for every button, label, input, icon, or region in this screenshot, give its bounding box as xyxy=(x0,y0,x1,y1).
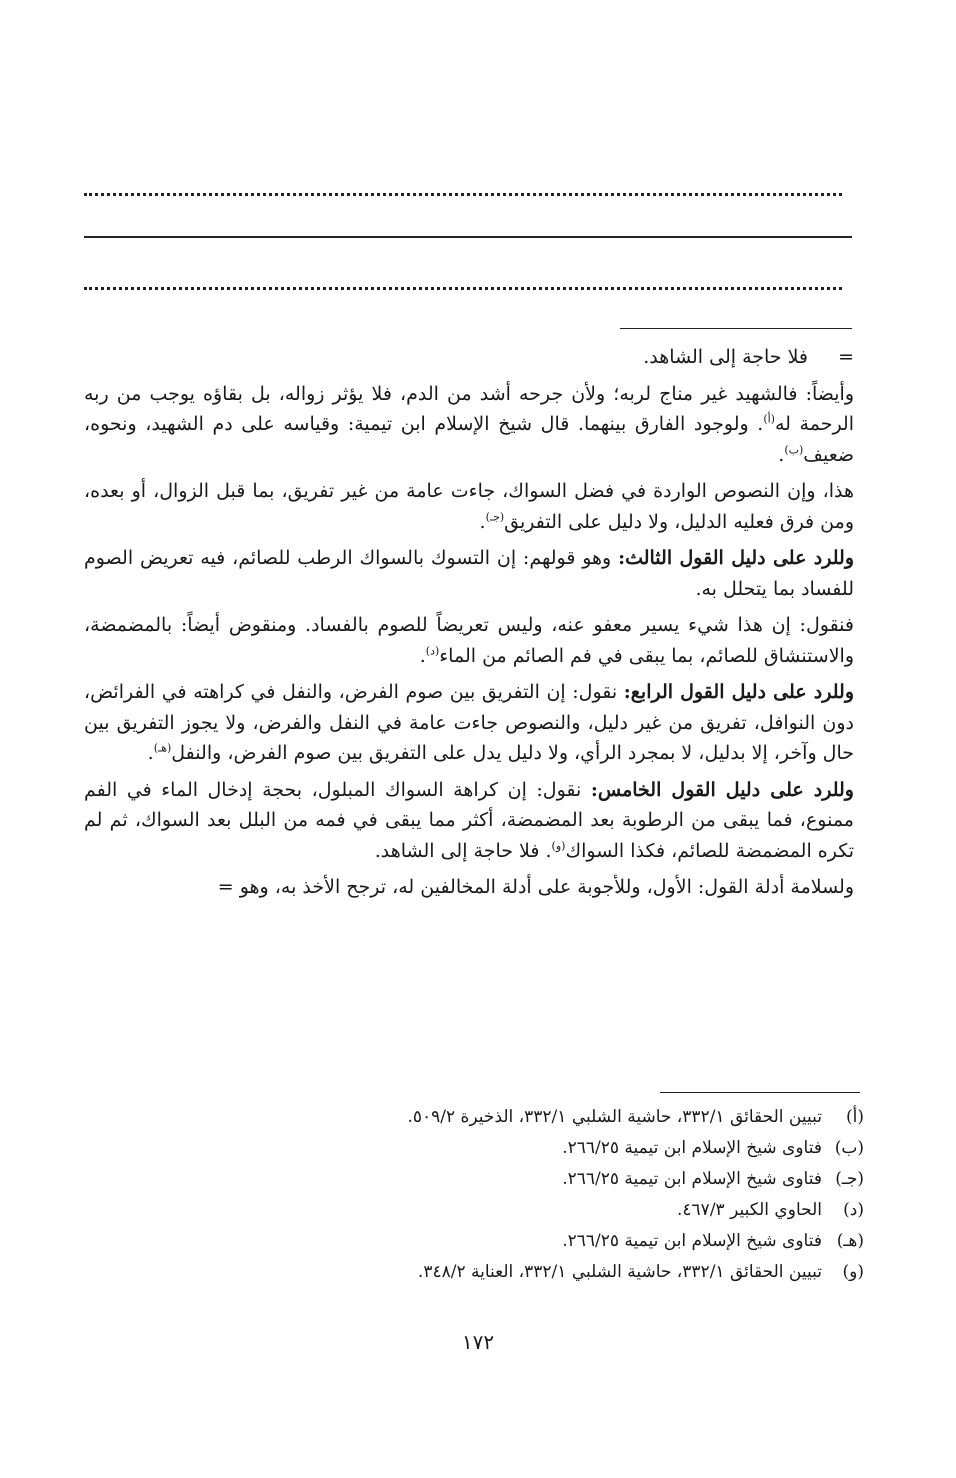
dotted-line-top xyxy=(84,193,842,196)
paragraph-text-end: . فلا حاجة إلى الشاهد. xyxy=(374,839,552,862)
paragraph-text: وهو قولهم: إن التسوك بالسواك الرطب للصائم، فيه تعريض الصوم للفساد بما يتحلل به. xyxy=(84,547,854,600)
footnote-text: تبيين الحقائق ٣٣٢/١، حاشية الشلبي ٣٣٢/١، العناية ٣٤٨/٢. xyxy=(417,1262,822,1282)
footnote-key: (هـ) xyxy=(836,1231,864,1251)
footnote-item xyxy=(164,1257,864,1288)
footnote-ref-b[interactable]: (ب) xyxy=(784,443,804,457)
paragraph-4 xyxy=(84,543,854,604)
paragraph-8 xyxy=(84,872,854,903)
paragraph-text-cont: . ولوجود الفارق بينهما. قال شيخ الإسلام ابن تيمية: وقياسه على دم الشهيد، ونحوه، ضعيف xyxy=(84,413,854,466)
footnote-key: (و) xyxy=(842,1262,864,1282)
paragraph-heading: وللرد على دليل القول الرابع: xyxy=(623,681,854,703)
footnote-ref-d[interactable]: (د) xyxy=(425,644,440,658)
footnote-key: (ب) xyxy=(834,1138,864,1158)
footnote-text: فتاوى شيخ الإسلام ابن تيمية ٢٦٦/٢٥. xyxy=(562,1138,822,1158)
paragraph-7 xyxy=(84,775,854,867)
footnote-separator xyxy=(660,1092,860,1093)
paragraph-text: وأيضاً: فالشهيد غير مناج لربه؛ ولأن جرحه أشد من الدم، فلا يؤثر زواله، بل بقاؤه يوجب من ربه الرحمة له xyxy=(84,382,854,435)
footnotes-list xyxy=(164,1102,864,1288)
paragraph-6 xyxy=(84,677,854,769)
paragraph-text: فنقول: إن هذا شيء يسير معفو عنه، وليس تعريضاً للصوم بالفساد. ومنقوض أيضاً: بالمضمضة، والاستنشاق للصائم، بما يبقى في فم الصائم من الماء xyxy=(84,614,854,667)
footnote-ref-j[interactable]: (جـ) xyxy=(485,510,505,524)
continuation-mark: = xyxy=(838,346,854,368)
footnote-text: فتاوى شيخ الإسلام ابن تيمية ٢٦٦/٢٥. xyxy=(562,1169,822,1189)
footnote-item xyxy=(164,1195,864,1226)
paragraph-text-end: . xyxy=(778,443,785,466)
horizontal-rule xyxy=(84,236,852,238)
footnote-text: فتاوى شيخ الإسلام ابن تيمية ٢٦٦/٢٥. xyxy=(562,1231,822,1251)
paragraph-heading: وللرد على دليل القول الخامس: xyxy=(590,778,854,801)
footnote-item xyxy=(164,1133,864,1164)
paragraph-2 xyxy=(84,379,854,471)
paragraph-text-end: . xyxy=(419,644,426,667)
footnote-item xyxy=(164,1102,864,1133)
paragraph-text: فلا حاجة إلى الشاهد. xyxy=(643,346,808,368)
paragraph-text: هذا، وإن النصوص الواردة في فضل السواك، جاءت عامة من غير تفريق، بما قبل الزوال، أو بعده، ومن فرق فعليه الدليل، ولا دليل على التفريق xyxy=(84,480,854,533)
paragraph-1 xyxy=(84,342,854,373)
footnote-item xyxy=(164,1164,864,1195)
footnote-text: الحاوي الكبير ٤٦٧/٣. xyxy=(677,1200,822,1220)
footnote-ref-w[interactable]: (و) xyxy=(551,839,566,853)
footnote-key: (جـ) xyxy=(835,1169,864,1189)
footnote-key: (أ) xyxy=(846,1107,864,1127)
footnote-item xyxy=(164,1226,864,1257)
short-separator-rule xyxy=(620,328,852,329)
paragraph-5 xyxy=(84,610,854,671)
paragraph-text: نقول: إن كراهة السواك المبلول، بحجة إدخال الماء في الفم ممنوع، فما يبقى من الرطوبة بعد المضمضة، أكثر مما يبقى في فمه من البلل بعد السواك، ثم لم تكره المضمضة للصائم، فكذا السواك xyxy=(84,778,854,862)
footnote-ref-a[interactable]: (أ) xyxy=(763,412,775,426)
page-number: ١٧٢ xyxy=(461,1330,495,1354)
paragraph-text-end: . xyxy=(147,742,154,764)
paragraph-text: ولسلامة أدلة القول: الأول، وللأجوبة على أدلة المخالفين له، ترجح الأخذ به، وهو = xyxy=(217,876,854,898)
paragraph-heading: وللرد على دليل القول الثالث: xyxy=(618,547,855,569)
paragraph-text: نقول: إن التفريق بين صوم الفرض، والنفل في كراهته في الفرائض، دون النوافل، تفريق من غير دليل، والنصوص جاءت عامة في النفل والفرض، ولا يجوز التفريق بين حال وآخر، إلا بدليل، لا بمجرد الرأي، ولا دليل يدل على التفريق بين صوم الفرض، والنفل xyxy=(84,681,854,764)
paragraph-text-end: . xyxy=(479,510,486,533)
footnote-key: (د) xyxy=(843,1200,864,1220)
footnote-ref-h[interactable]: (هـ) xyxy=(153,741,172,755)
main-text xyxy=(84,342,854,909)
footnote-text: تبيين الحقائق ٣٣٢/١، حاشية الشلبي ٣٣٢/١، الذخيرة ٥٠٩/٢. xyxy=(407,1107,822,1127)
paragraph-3 xyxy=(84,476,854,537)
dotted-line-bottom xyxy=(84,287,842,290)
